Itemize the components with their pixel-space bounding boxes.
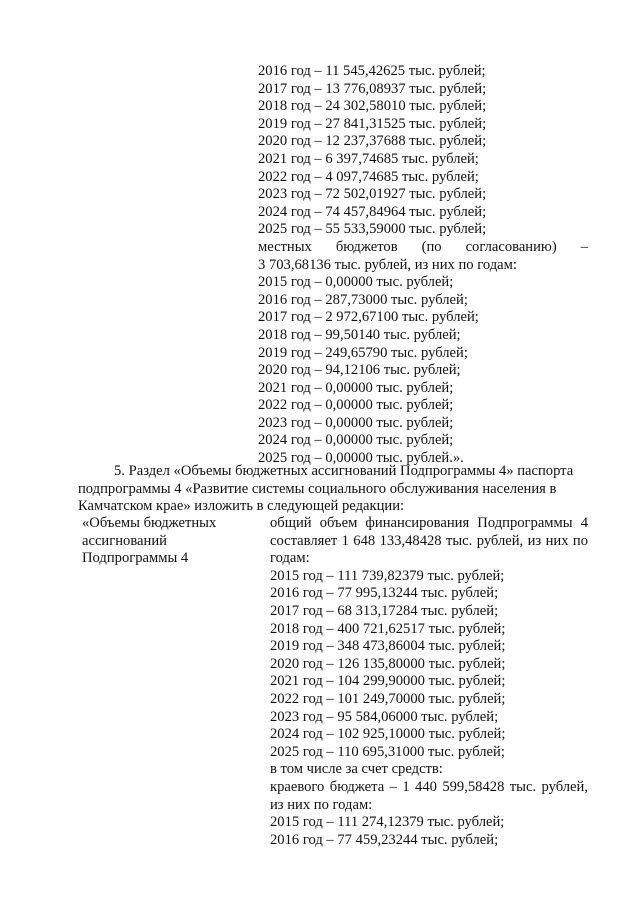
- table-label-line: «Объемы бюджетных: [82, 515, 217, 531]
- year-funding-line: 2019 год – 348 473,86004 тыс. рублей;: [270, 638, 506, 655]
- regional-year-line: 2015 год – 111 274,12379 тыс. рублей;: [270, 814, 505, 831]
- total-funding-text: общий объем финансирования Подпрограммы 4 составляет 1 648 133,48428 тыс. рублей, из них по годам:: [270, 515, 588, 567]
- regional-year-line: 2016 год – 77 459,23244 тыс. рублей;: [270, 831, 499, 848]
- local-funding-line: 2019 год – 249,65790 тыс. рублей;: [258, 344, 468, 361]
- paragraph-line: 5. Раздел «Объемы бюджетных ассигнований Подпрограммы 4» паспорта: [114, 463, 574, 479]
- funding-line: 2017 год – 13 776,08937 тыс. рублей;: [258, 80, 487, 97]
- funding-sources-label: в том числе за счет средств:: [270, 761, 443, 778]
- paragraph-line: Камчатском крае» изложить в следующей редакции:: [78, 498, 405, 515]
- year-funding-line: 2020 год – 126 135,80000 тыс. рублей;: [270, 655, 506, 672]
- table-label-cell: [82, 515, 252, 568]
- local-budget-word: местных: [258, 238, 312, 255]
- local-funding-line: 2022 год – 0,00000 тыс. рублей;: [258, 397, 454, 414]
- funding-line: 2020 год – 12 237,37688 тыс. рублей;: [258, 133, 487, 150]
- year-funding-line: 2022 год – 101 249,70000 тыс. рублей;: [270, 690, 506, 707]
- funding-line: 2025 год – 55 533,59000 тыс. рублей;: [258, 221, 487, 238]
- paragraph-line: подпрограммы 4 «Развитие системы социального обслуживания населения в: [78, 480, 557, 497]
- local-funding-line: 2021 год – 0,00000 тыс. рублей;: [258, 379, 454, 396]
- local-budget-word: бюджетов: [335, 238, 398, 255]
- year-funding-line: 2024 год – 102 925,10000 тыс. рублей;: [270, 726, 506, 743]
- amendment-paragraph: [78, 463, 588, 516]
- funding-line: 2021 год – 6 397,74685 тыс. рублей;: [258, 150, 479, 167]
- local-budget-heading: [258, 239, 588, 257]
- local-budget-word: –: [580, 238, 588, 255]
- year-funding-line: 2018 год – 400 721,62517 тыс. рублей;: [270, 620, 506, 637]
- funding-continuation-block: [258, 63, 588, 468]
- funding-line: 2024 год – 74 457,84964 тыс. рублей;: [258, 203, 487, 220]
- local-budget-word: (по: [421, 238, 442, 255]
- local-funding-line: 2025 год – 0,00000 тыс. рублей.».: [258, 450, 464, 467]
- local-funding-line: 2017 год – 2 972,67100 тыс. рублей;: [258, 309, 479, 326]
- regional-budget-text: краевого бюджета – 1 440 599,58428 тыс. рублей, из них по годам:: [270, 778, 588, 813]
- year-funding-line: 2021 год – 104 299,90000 тыс. рублей;: [270, 673, 506, 690]
- local-funding-line: 2024 год – 0,00000 тыс. рублей;: [258, 432, 454, 449]
- local-funding-line: 2023 год – 0,00000 тыс. рублей;: [258, 414, 454, 431]
- year-funding-line: 2025 год – 110 695,31000 тыс. рублей;: [270, 743, 505, 760]
- local-funding-line: 2015 год – 0,00000 тыс. рублей;: [258, 274, 454, 291]
- local-funding-line: 2018 год – 99,50140 тыс. рублей;: [258, 326, 461, 343]
- local-funding-line: 2016 год – 287,73000 тыс. рублей;: [258, 291, 468, 308]
- table-label-line: Подпрограммы 4: [82, 550, 189, 567]
- year-funding-line: 2023 год – 95 584,06000 тыс. рублей;: [270, 708, 499, 725]
- table-value-cell: [270, 515, 588, 849]
- local-budget-total: 3 703,68136 тыс. рублей, из них по годам:: [258, 256, 517, 273]
- funding-line: 2018 год – 24 302,58010 тыс. рублей;: [258, 98, 487, 115]
- year-funding-line: 2016 год – 77 995,13244 тыс. рублей;: [270, 585, 499, 602]
- local-funding-line: 2020 год – 94,12106 тыс. рублей;: [258, 362, 461, 379]
- funding-line: 2022 год – 4 097,74685 тыс. рублей;: [258, 168, 479, 185]
- local-budget-word: согласованию): [465, 238, 557, 255]
- year-funding-line: 2015 год – 111 739,82379 тыс. рублей;: [270, 567, 505, 584]
- funding-line: 2019 год – 27 841,31525 тыс. рублей;: [258, 115, 487, 132]
- funding-line: 2016 год – 11 545,42625 тыс. рублей;: [258, 63, 486, 79]
- table-label-line: ассигнований: [82, 532, 167, 549]
- year-funding-line: 2017 год – 68 313,17284 тыс. рублей;: [270, 602, 499, 619]
- funding-line: 2023 год – 72 502,01927 тыс. рублей;: [258, 186, 487, 203]
